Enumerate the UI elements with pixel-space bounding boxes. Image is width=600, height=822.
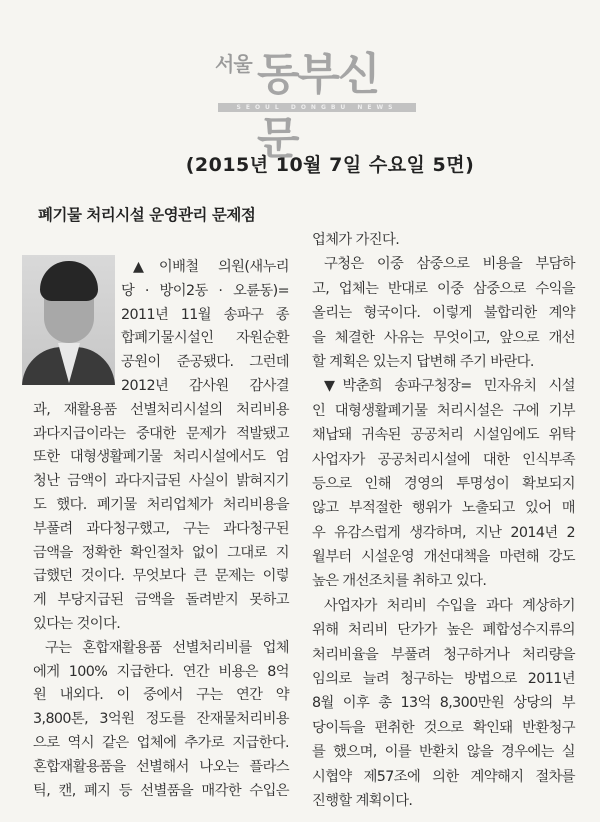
article-text-line: 높은 개선조치를 취하고 있다. <box>312 573 487 590</box>
article-text-line: 고, 업체는 반대로 이중 삼중으로 수익을 <box>312 280 575 297</box>
article-text-line: 부풀려 과다청구했고, 구는 과다청구된 <box>33 520 289 537</box>
article-text-line: 있다는 것이다. <box>33 615 121 632</box>
article-column-right <box>312 228 575 813</box>
logo-banner: SEOUL DONGBU NEWS <box>218 103 416 112</box>
article-text-line: 구청은 이중 삼중으로 비용을 부담하 <box>324 256 575 273</box>
publication-dateline: (2015년 10월 7일 수요일 5면) <box>185 154 475 176</box>
article-text-line: 사업자가 공공처리시설에 대한 인식부족 <box>312 451 575 468</box>
article-text-line: 합폐기물시설인 자원순환 <box>121 330 289 347</box>
article-text-line: 으로 역시 같은 업체에 추가로 지급한다. <box>33 734 289 751</box>
article-text-line: 과, 재활용품 선별처리시설의 처리비용 <box>33 401 289 418</box>
article-text-line: 올리는 형국이다. 이렇게 불합리한 계약 <box>312 305 575 322</box>
article-text-line: 등으로 인해 경영의 투명성이 확보되지 <box>312 475 575 492</box>
article-text-line: 처리비율을 부풀려 청구하거나 처리량을 <box>312 646 575 663</box>
article-title: 폐기물 처리시설 운영관리 문제점 <box>38 206 256 224</box>
article-text-line: 게 부당지급된 금액을 돌려받지 못하고 <box>33 592 289 609</box>
article-text-line: 8월 이후 총 13억 8,300만원 상당의 부 <box>312 695 575 712</box>
article-text-line: 당이득을 편취한 것으로 확인돼 반환청구 <box>312 719 575 736</box>
logo-dongbu-sinmun: 동부신문 <box>257 49 379 164</box>
article-text-line: 원 내외다. 이 중에서 구는 연간 약 <box>33 687 289 704</box>
article-text-line: 위해 처리비 단가가 높은 폐합성수지류의 <box>312 622 575 639</box>
article-text-line: 않고 부적절한 행위가 노출되고 있어 매 <box>312 500 575 517</box>
article-text-line: 채납돼 귀속된 공공처리 시설임에도 위탁 <box>312 427 575 444</box>
article-text-line: 할 계획은 있는지 답변해 주기 바란다. <box>312 353 534 370</box>
article-text-line: 인 대형생활폐기물 처리시설은 구에 기부 <box>312 402 575 419</box>
logo-seoul: 서울 <box>215 52 252 76</box>
article-text-line: 2012년 감사원 감사결 <box>121 377 289 394</box>
article-text-line: 사업자가 처리비 수입을 과다 계상하기 <box>324 597 575 614</box>
article-text-line: 틱, 캔, 폐지 등 선별품을 매각한 수입은 <box>33 782 289 799</box>
article-text-line: ▲이배철 의원(새누리 <box>133 259 289 275</box>
article-text-line: 임의로 늘려 청구하는 방법으로 2011년 <box>312 671 575 688</box>
article-text-line: ▼박춘희 송파구청장= 민자유치 시설 <box>324 378 575 395</box>
article-text-line: 우 유감스럽게 생각하며, 지난 2014년 2 <box>312 524 575 541</box>
article-text-line: 구는 혼합재활용품 선별처리비를 업체 <box>45 639 289 656</box>
article-text-line: 을 체결한 사유는 무엇이고, 앞으로 개선 <box>312 329 575 346</box>
article-text-line: 를 했으며, 이를 반환치 않을 경우에는 실 <box>312 744 575 761</box>
article-text-line: 공원이 준공됐다. 그런데 <box>121 354 289 371</box>
article-text-line: 청난 금액이 과다지급된 사실이 밝혀지기 <box>33 473 289 490</box>
article-text-line: 3,800톤, 3억원 정도를 잔재물처리비용 <box>33 711 289 728</box>
article-text-line: 업체가 가진다. <box>312 232 400 248</box>
article-text-line: 시협약 제57조에 의한 계약해지 절차를 <box>312 768 575 785</box>
article-text-line: 급했던 것이다. 무엇보다 큰 문제는 이렇 <box>33 568 289 585</box>
article-text-line: 혼합재활용품을 선별해서 나오는 플라스 <box>33 758 289 775</box>
article-text-line: 도 했다. 폐기물 처리업체가 처리비용을 <box>33 496 289 513</box>
article-text-line: 금액을 정확한 확인절차 없이 그대로 지 <box>33 544 289 561</box>
article-text-line: 진행할 계획이다. <box>312 792 413 809</box>
article-text-line: 에게 100% 지급한다. 연간 비용은 8억 <box>33 663 289 680</box>
article-column-left <box>33 256 289 803</box>
article-text-line: 또한 대형생활폐기물 처리시설에서도 엄 <box>33 449 289 466</box>
article-text-line: 월부터 시설운영 개선대책을 마련해 강도 <box>312 549 575 566</box>
article-text-line: 2011년 11월 송파구 종 <box>121 306 289 323</box>
article-text-line: 당 · 방이2동 · 오륜동)= <box>121 282 289 299</box>
article-text-line: 과다지급이라는 중대한 문제가 적발됐고 <box>33 425 289 442</box>
